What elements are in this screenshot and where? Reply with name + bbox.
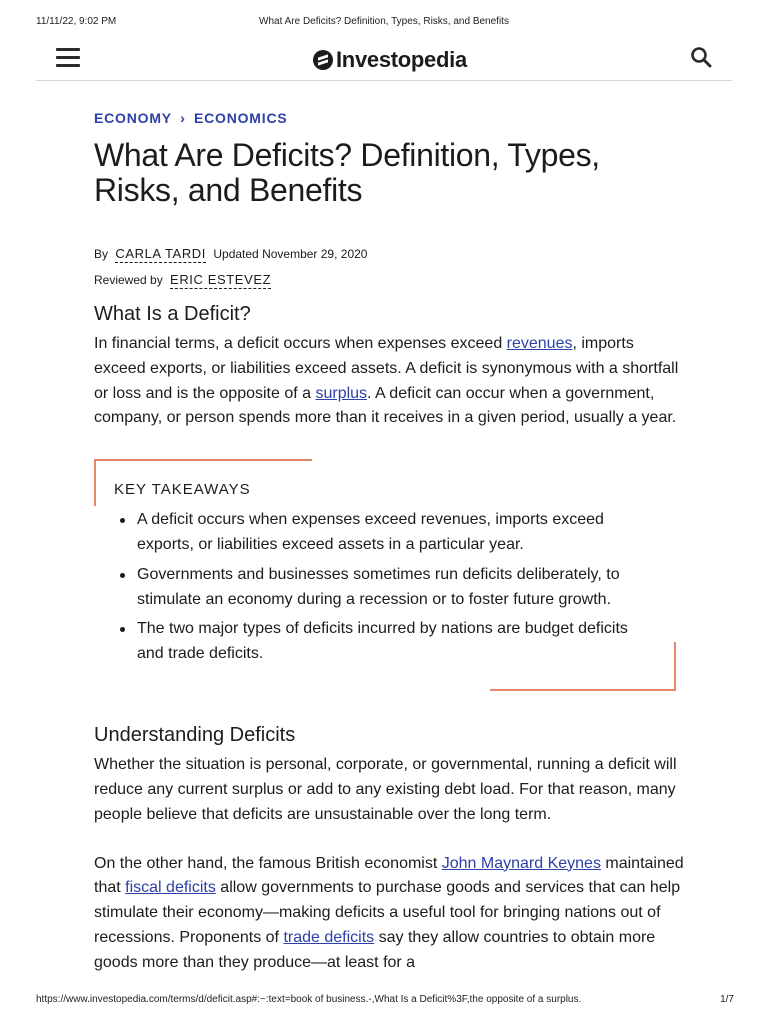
accent-border (490, 689, 676, 691)
reviewer-link[interactable]: ERIC ESTEVEZ (170, 272, 272, 287)
breadcrumb-economy[interactable]: ECONOMY (94, 110, 172, 126)
search-icon[interactable] (690, 46, 712, 68)
chevron-right-icon: › (180, 110, 186, 126)
key-takeaways-box (94, 459, 684, 691)
author-link[interactable]: CARLA TARDI (115, 246, 207, 261)
print-url: https://www.investopedia.com/terms/d/deficit.asp#:~:text=book of business.-,What Is a Deficit%3F,the opposite of a surplus. (36, 994, 582, 1005)
text-run: maintained that (94, 854, 684, 897)
paragraph-keynes (94, 852, 684, 976)
hamburger-menu-icon[interactable] (56, 48, 80, 66)
article (94, 108, 684, 976)
by-label: By (94, 247, 109, 261)
print-footer (0, 994, 768, 1008)
investopedia-logo[interactable] (313, 46, 467, 74)
text-run: . A deficit can occur when a government, company, or person spends more than it receives in a given period, usually a year. (94, 384, 677, 427)
section-heading-what-is-deficit: What Is a Deficit? (94, 303, 251, 325)
page-title: What Are Deficits? Definition, Types, Risks, and Benefits (94, 137, 600, 208)
text-run: allow governments to purchase goods and services that can help stimulate their economy—making deficits a useful tool for bringing nations out of recessions. Proponents of (94, 879, 681, 946)
link-trade-deficits[interactable]: trade deficits (283, 928, 375, 946)
link-john-maynard-keynes[interactable]: John Maynard Keynes (441, 854, 601, 872)
key-takeaways-title: KEY TAKEAWAYS (114, 481, 251, 499)
logo-text: Investopedia (336, 47, 467, 72)
key-takeaways-list (118, 508, 658, 672)
list-item: A deficit occurs when expenses exceed revenues, imports exceed exports, or liabilities exceed assets in a particular year. (118, 508, 658, 558)
text-run: In financial terms, a deficit occurs when expenses exceed (94, 335, 507, 352)
list-item: Governments and businesses sometimes run deficits deliberately, to stimulate an economy during a recession or to foster future growth. (118, 563, 658, 613)
updated-date: Updated November 29, 2020 (213, 247, 368, 261)
site-header (36, 40, 732, 81)
text-run: On the other hand, the famous British economist (94, 854, 442, 872)
link-fiscal-deficits[interactable]: fiscal deficits (125, 879, 216, 897)
list-item: The two major types of deficits incurred by nations are budget deficits and trade deficits. (118, 617, 658, 667)
paragraph-definition (94, 332, 684, 431)
print-datetime: 11/11/22, 9:02 PM (36, 16, 117, 27)
accent-border (94, 459, 312, 461)
link-surplus[interactable]: surplus (315, 384, 368, 402)
print-header (0, 16, 768, 30)
link-revenues[interactable]: revenues (506, 335, 573, 352)
paragraph-understanding: Whether the situation is personal, corporate, or governmental, running a deficit will reduce any current surplus or add to any existing debt load. For that reason, many people believe that deficits are unsustainable over the long term. (94, 756, 677, 823)
byline (94, 246, 684, 262)
accent-border (94, 459, 96, 506)
reviewed-by (94, 272, 684, 288)
breadcrumb (94, 108, 684, 128)
text-run: say they allow countries to obtain more goods more than they produce—at least for a (94, 928, 656, 971)
section-heading-understanding-deficits: Understanding Deficits (94, 724, 296, 747)
text-run: , imports exceed exports, or liabilities exceed assets. A deficit is synonymous with a shortfall or loss and is the opposite of a (94, 335, 679, 402)
print-page-number: 1/7 (720, 994, 734, 1005)
investopedia-logo-icon (313, 50, 333, 70)
reviewed-by-label: Reviewed by (94, 273, 163, 287)
accent-border (674, 642, 676, 691)
breadcrumb-economics[interactable]: ECONOMICS (193, 110, 288, 126)
print-page-title: What Are Deficits? Definition, Types, Risks, and Benefits (259, 16, 509, 27)
